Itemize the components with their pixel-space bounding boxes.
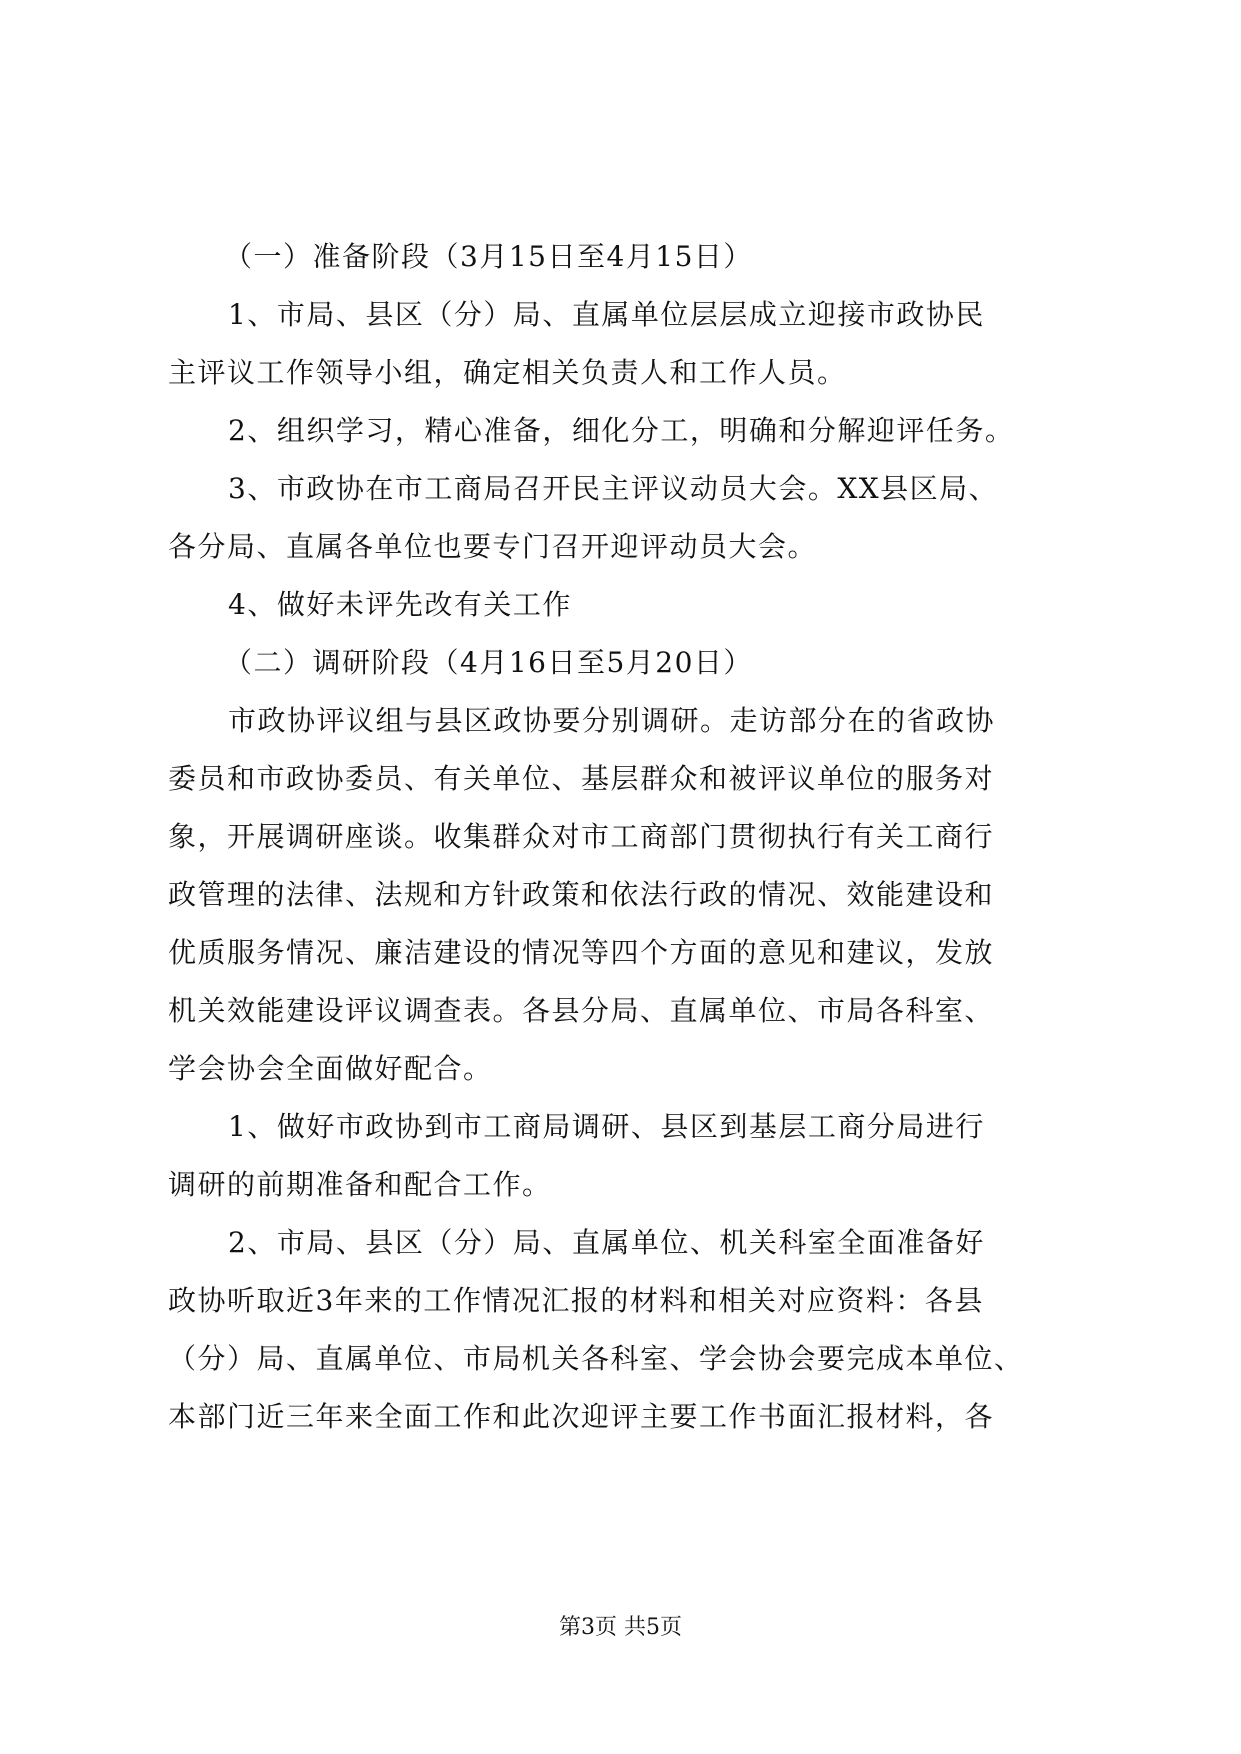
paragraph-line: 主评议工作领导小组，确定相关负责人和工作人员。 [168,356,847,389]
page-number-footer: 第3页 共5页 [559,1615,682,1640]
section-heading-research: （二）调研阶段（4月16日至5月20日） [224,646,753,679]
paragraph-line: 2、市局、县区（分）局、直属单位、机关科室全面准备好 [228,1226,985,1259]
paragraph-line: 3、市政协在市工商局召开民主评议动员大会。XX县区局、 [228,472,999,505]
paragraph-line: 机关效能建设评议调查表。各县分局、直属单位、市局各科室、 [168,994,995,1027]
paragraph-line: 市政协评议组与县区政协要分别调研。走访部分在的省政协 [228,704,996,737]
paragraph-line: 2、组织学习，精心准备，细化分工，明确和分解迎评任务。 [228,414,1015,447]
paragraph-line: 调研的前期准备和配合工作。 [168,1168,552,1201]
paragraph-line: 优质服务情况、廉洁建设的情况等四个方面的意见和建议，发放 [168,936,995,969]
paragraph-line: 委员和市政协委员、有关单位、基层群众和被评议单位的服务对 [168,762,995,795]
paragraph-line: 政协听取近3年来的工作情况汇报的材料和相关对应资料：各县 [168,1284,984,1317]
paragraph-line: 1、做好市政协到市工商局调研、县区到基层工商分局进行 [228,1110,985,1143]
paragraph-line: 象，开展调研座谈。收集群众对市工商部门贯彻执行有关工商行 [168,820,995,853]
document-body [168,228,1093,1446]
paragraph-line: 本部门近三年来全面工作和此次迎评主要工作书面汇报材料，各 [168,1400,995,1433]
paragraph-line: 1、市局、县区（分）局、直属单位层层成立迎接市政协民 [228,298,985,331]
paragraph-line: 政管理的法律、法规和方针政策和依法行政的情况、效能建设和 [168,878,995,911]
paragraph-line: （分）局、直属单位、市局机关各科室、学会协会要完成本单位、 [168,1342,1024,1375]
paragraph-line: 4、做好未评先改有关工作 [228,588,572,621]
section-heading-preparation: （一）准备阶段（3月15日至4月15日） [224,240,753,273]
paragraph-line: 学会协会全面做好配合。 [168,1052,493,1085]
paragraph-line: 各分局、直属各单位也要专门召开迎评动员大会。 [168,530,818,563]
